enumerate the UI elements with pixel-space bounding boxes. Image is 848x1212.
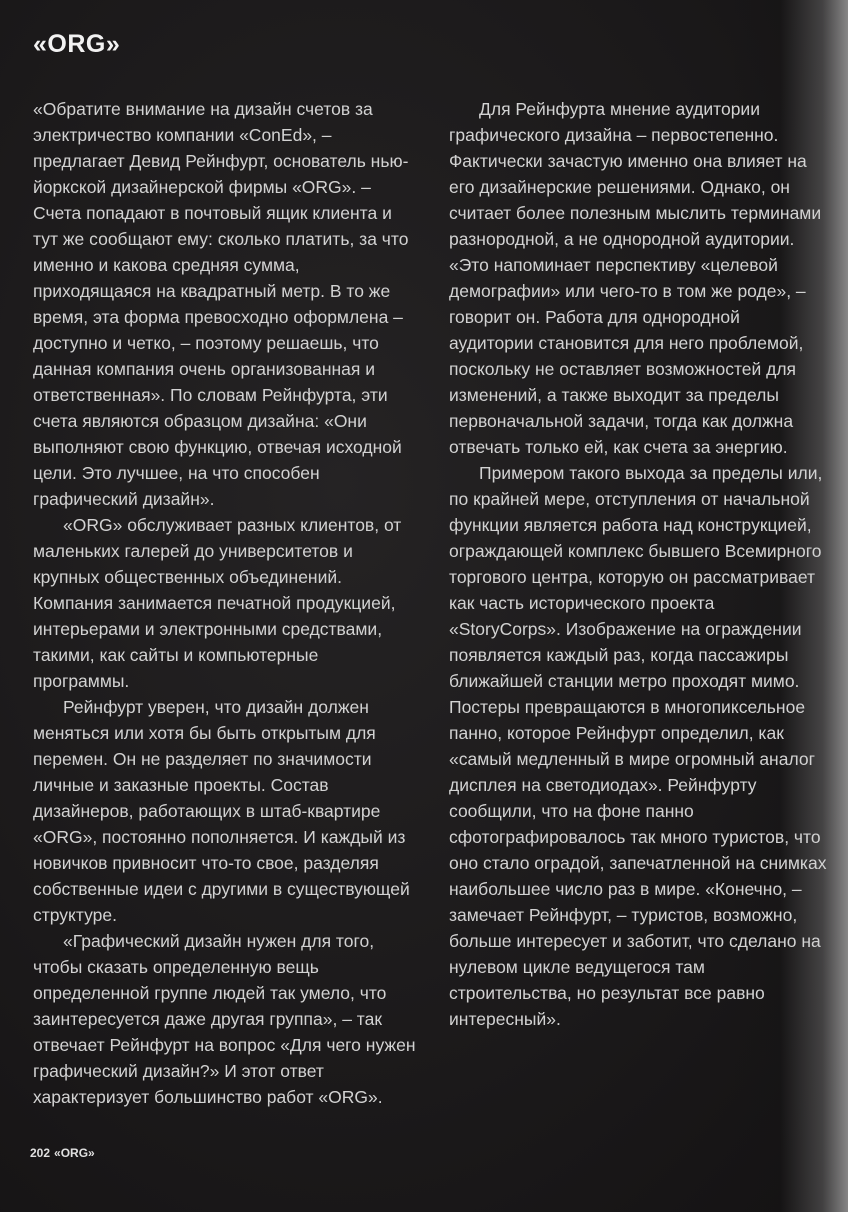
right-column (449, 96, 827, 1032)
paragraph: «Графический дизайн нужен для того, чтобы сказать определенную вещь определенной группе людей так умело, что заинтересуется даже другая группа», – так отвечает Рейнфурт на вопрос «Для чего нужен графический дизайн?» И этот ответ характеризует большинство работ «ORG». (33, 931, 416, 1107)
paragraph: «Обратите внимание на дизайн счетов за электричество компании «ConEd», – предлагает Девид Рейнфурт, основатель нью-йоркской дизайнерской фирмы «ORG». – Счета попадают в почтовый ящик клиента и тут же сообщают ему: сколько платить, за что именно и какова средняя сумма, приходящаяся на квадратный метр. В то же время, эта форма превосходно оформлена – доступно и четко, – поэтому решаешь, что данная компания очень организованная и ответственная». По словам Рейнфурта, эти счета являются образцом дизайна: «Они выполняют свою функцию, отвечая исходной цели. Это лучшее, на что способен графический дизайн». (33, 99, 409, 509)
page-footer (30, 1146, 99, 1160)
page-number: 202 (30, 1146, 51, 1160)
left-column (33, 96, 417, 1110)
paragraph: «ORG» обслуживает разных клиентов, от маленьких галерей до университетов и крупных общественных объединений. Компания занимается печатной продукцией, интерьерами и электронными средствами, такими, как сайты и компьютерные программы. (33, 515, 402, 691)
masthead-title: «ORG» (33, 30, 121, 58)
paragraph: Для Рейнфурта мнение аудитории графического дизайна – первостепенно. Фактически зачастую именно она влияет на его дизайнерские решениями. Однако, он считает более полезным мыслить терминами разнородной, а не однородной аудитории. «Это напоминает перспективу «целевой демографии» или чего-то в том же роде», – говорит он. Работа для однородной аудитории становится для него проблемой, поскольку не оставляет возможностей для изменений, а также выходит за пределы первоначальной задачи, тогда как должна отвечать только ей, как счета за энергию. (449, 99, 822, 457)
paragraph: Примером такого выхода за пределы или, по крайней мере, отступления от начальной функции является работа над конструкцией, ограждающей комплекс бывшего Всемирного торгового центра, которую он рассматривает как часть исторического проекта «StoryCorps». Изображение на ограждении появляется каждый раз, когда пассажиры ближайшей станции метро проходят мимо. Постеры превращаются в многопиксельное панно, которое Рейнфурт определил, как «самый медленный в мире огромный аналог дисплея на светодиодах». Рейнфурту сообщили, что на фоне панно сфотографировалось так много туристов, что оно стало оградой, запечатленной на снимках наибольшее число раз в мире. «Конечно, – замечает Рейнфурт, – туристов, возможно, больше интересует и заботит, что сделано на нулевом цикле ведущегося там строительства, но результат все равно интересный». (449, 463, 827, 1029)
footer-section-label: «ORG» (54, 1146, 95, 1160)
paragraph: Рейнфурт уверен, что дизайн должен меняться или хотя бы быть открытым для перемен. Он не разделяет по значимости личные и заказные проекты. Состав дизайнеров, работающих в штаб-квартире «ORG», постоянно пополняется. И каждый из новичков привносит что-то свое, разделяя собственные идеи с другими в существующей структуре. (33, 697, 410, 925)
